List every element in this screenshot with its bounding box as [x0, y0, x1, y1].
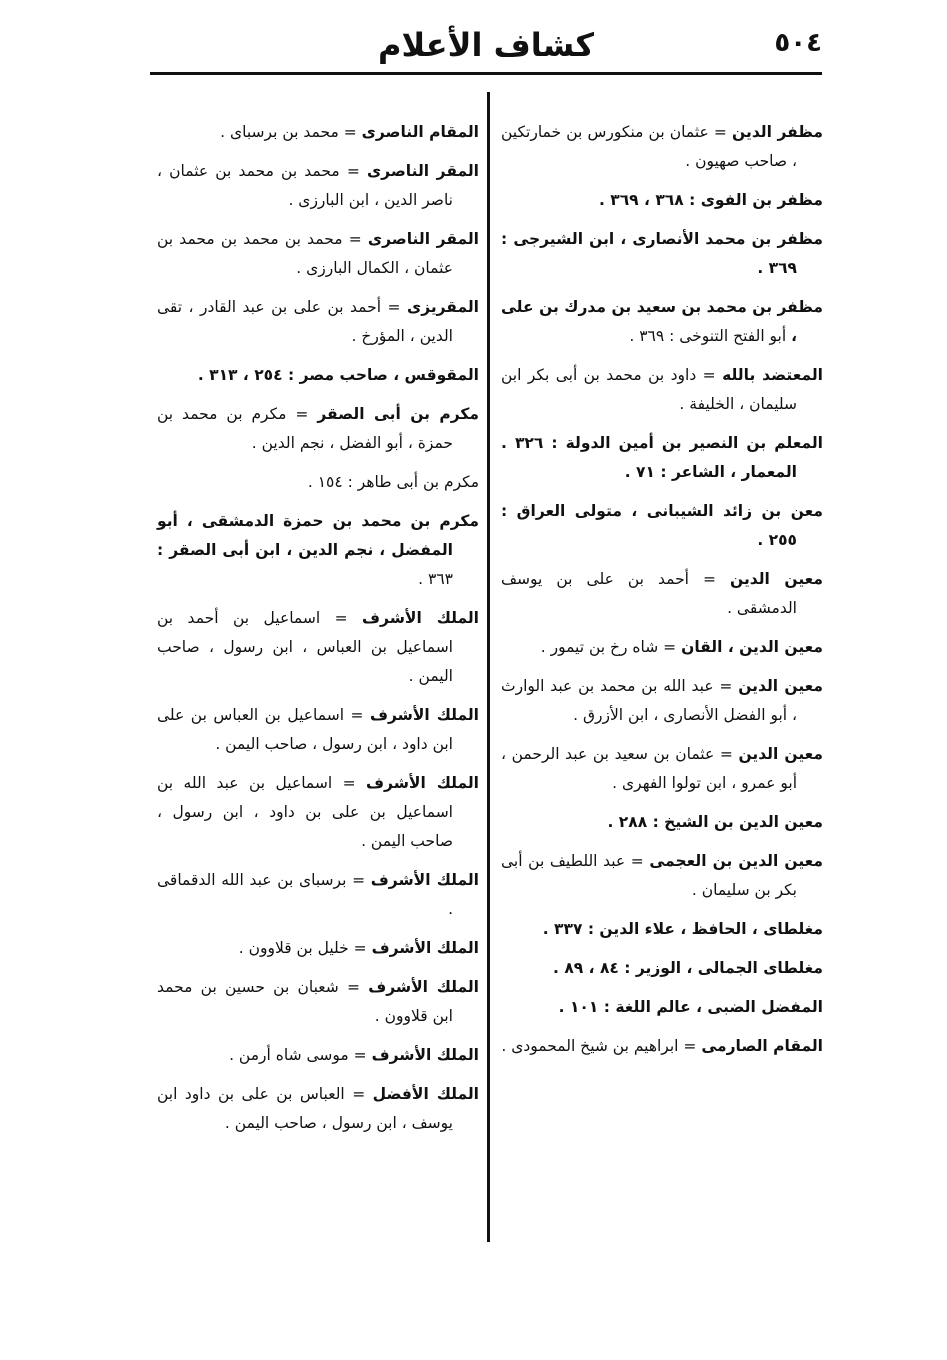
entry-head: معن بن زائد الشيبانى ، متولى العراق : ٢٥٥ .: [501, 502, 823, 549]
entry-head: مغلطاى ، الحافظ ، علاء الدين : ٣٣٧ .: [542, 920, 823, 938]
index-entry: [501, 847, 823, 905]
entry-head: المفضل الضبى ، عالم اللغة : ١٠١ .: [558, 998, 823, 1016]
entry-body: = محمد بن محمد بن محمد بن عثمان ، الكمال البارزى .: [157, 230, 453, 277]
header-rule: [150, 72, 822, 75]
index-entry: [157, 507, 479, 594]
entry-body: = عبد اللطيف بن أبى بكر بن سليمان .: [501, 852, 797, 899]
index-entry: [501, 565, 823, 623]
index-entry: [501, 118, 823, 176]
index-entry: [157, 361, 479, 390]
entry-head: الملك الأشرف: [366, 774, 479, 792]
page-number: ٥٠٤: [774, 28, 822, 58]
index-entry: [501, 633, 823, 662]
entry-body: = اسماعيل بن العباس بن على ابن داود ، ابن رسول ، صاحب اليمن .: [157, 706, 453, 753]
entry-head: مظفر بن محمد بن سعيد بن مدرك بن على ،: [501, 298, 823, 345]
index-entry: [157, 866, 479, 924]
entry-body: = خليل بن قلاوون .: [238, 939, 372, 957]
entry-head: الملك الأشرف: [370, 706, 479, 724]
index-column-right: [501, 118, 823, 1071]
index-entry: [157, 1041, 479, 1070]
index-entry: [501, 429, 823, 487]
entry-body: = ابراهيم بن شيخ المحمودى .: [501, 1037, 702, 1055]
entry-head: المعتضد بالله: [722, 366, 823, 384]
entry-body: = العباس بن على بن داود ابن يوسف ، ابن رسول ، صاحب اليمن .: [157, 1085, 453, 1132]
index-entry: [157, 400, 479, 458]
page-header: [150, 22, 822, 72]
index-entry: [501, 808, 823, 837]
entry-head: مظفر الدين: [732, 123, 823, 141]
entry-body: = برسباى بن عبد الله الدقماقى .: [157, 871, 453, 918]
index-entry: [157, 604, 479, 691]
index-entry: [501, 954, 823, 983]
index-entry: [157, 225, 479, 283]
entry-head: الملك الأشرف: [362, 609, 479, 627]
index-entry: [501, 915, 823, 944]
index-entry: [501, 293, 823, 351]
index-entry: [501, 1032, 823, 1061]
entry-head: معين الدين: [738, 677, 823, 695]
index-entry: [501, 740, 823, 798]
index-entry: [501, 672, 823, 730]
entry-body: = أحمد بن على بن عبد القادر ، تقى الدين ، المؤرخ .: [157, 298, 453, 345]
entry-body: مكرم بن أبى طاهر : ١٥٤ .: [307, 473, 479, 491]
entry-body: أبو الفتح التنوخى : ٣٦٩ .: [629, 327, 792, 345]
entry-body: = عثمان بن منكورس بن خمارتكين ، صاحب صهيون .: [501, 123, 797, 170]
entry-head: الملك الأشرف: [368, 978, 479, 996]
entry-head: معين الدين: [738, 745, 824, 763]
index-column-left: [157, 118, 479, 1148]
entry-head: الملك الأشرف: [371, 939, 479, 957]
entry-head: الملك الأشرف: [371, 1046, 479, 1064]
entry-body: = اسماعيل بن أحمد بن اسماعيل بن العباس ، ابن رسول ، صاحب اليمن .: [157, 609, 453, 685]
entry-head: الملك الأشرف: [370, 871, 479, 889]
column-divider: [487, 92, 490, 1242]
entry-body: = موسى شاه أرمن .: [229, 1046, 372, 1064]
entry-head: المعلم بن النصير بن أمين الدولة : ٣٢٦ . المعمار ، الشاعر : ٧١ .: [501, 434, 823, 481]
entry-head: المقريزى: [407, 298, 479, 316]
index-entry: [157, 1080, 479, 1138]
index-entry: [157, 701, 479, 759]
index-entry: [157, 934, 479, 963]
entry-body: ٣٦٣ .: [418, 570, 453, 588]
entry-head: مظفر بن الفوى : ٣٦٨ ، ٣٦٩ .: [598, 191, 823, 209]
entry-head: المقوقس ، صاحب مصر : ٢٥٤ ، ٣١٣ .: [197, 366, 479, 384]
index-entry: [501, 497, 823, 555]
running-title: كشاف الأعلام: [378, 26, 594, 64]
entry-head: المقر الناصرى: [367, 230, 479, 248]
entry-head: المقام الصارمى: [701, 1037, 823, 1055]
index-entry: [157, 769, 479, 856]
entry-body: = شاه رخ بن تيمور .: [540, 638, 682, 656]
entry-head: المقر الناصرى: [366, 162, 480, 180]
entry-body: = محمد بن برسباى .: [220, 123, 362, 141]
entry-head: مظفر بن محمد الأنصارى ، ابن الشيرجى : ٣٦٩ .: [501, 230, 823, 277]
entry-body: = محمد بن محمد بن عثمان ، ناصر الدين ، ابن البارزى .: [157, 162, 453, 209]
entry-head: الملك الأفضل: [372, 1085, 479, 1103]
entry-body: = عبد الله بن محمد بن عبد الوارث ، أبو الفضل الأنصارى ، ابن الأزرق .: [501, 677, 797, 724]
entry-body: = مكرم بن محمد بن حمزة ، أبو الفضل ، نجم الدين .: [157, 405, 453, 452]
entry-head: مكرم بن محمد بن حمزة الدمشقى ، أبو المفضل ، نجم الدين ، ابن أبى الصقر :: [157, 512, 479, 559]
entry-head: المقام الناصرى: [361, 123, 479, 141]
entry-body: = اسماعيل بن عبد الله بن اسماعيل بن على بن داود ، ابن رسول ، صاحب اليمن .: [157, 774, 453, 850]
entry-body: = أحمد بن على بن يوسف الدمشقى .: [501, 570, 797, 617]
index-entry: [157, 468, 479, 497]
entry-head: معين الدين: [730, 570, 823, 588]
entry-body: = عثمان بن سعيد بن عبد الرحمن ، أبو عمرو ، ابن تولوا الفهرى .: [501, 745, 797, 792]
entry-head: معين الدين بن العجمى: [649, 852, 823, 870]
index-entry: [501, 361, 823, 419]
entry-body: = داود بن محمد بن أبى بكر ابن سليمان ، الخليفة .: [501, 366, 797, 413]
entry-body: = شعبان بن حسين بن محمد ابن قلاوون .: [157, 978, 453, 1025]
entry-head: معين الدين ، القان: [681, 638, 823, 656]
index-entry: [157, 118, 479, 147]
index-entry: [157, 157, 479, 215]
entry-head: مكرم بن أبى الصقر: [317, 405, 480, 423]
index-entry: [501, 186, 823, 215]
entry-head: مغلطاى الجمالى ، الوزير : ٨٤ ، ٨٩ .: [553, 959, 823, 977]
index-entry: [157, 973, 479, 1031]
index-entry: [501, 225, 823, 283]
entry-head: معين الدين بن الشيخ : ٢٨٨ .: [607, 813, 823, 831]
index-entry: [501, 993, 823, 1022]
index-entry: [157, 293, 479, 351]
